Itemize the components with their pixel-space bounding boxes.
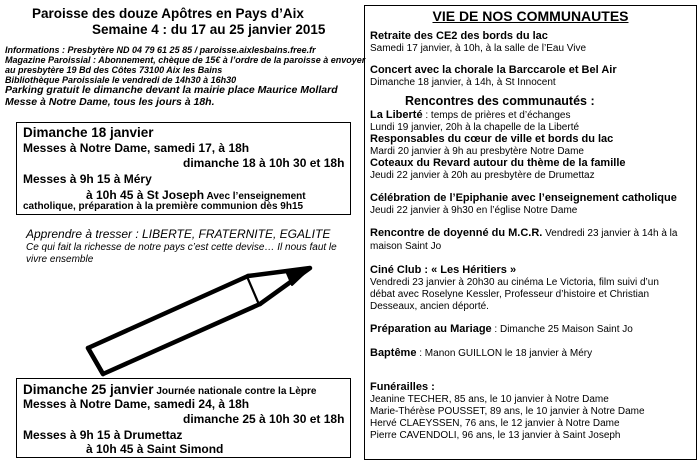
info-presbytere: Informations : Presbytère ND 04 79 61 25 85 / paroisse.aixlesbains.free.fr — [5, 45, 316, 55]
bapteme-label: Baptême — [370, 347, 417, 359]
sunday-25-heading: Dimanche 25 janvier — [23, 382, 154, 397]
cine-line3: Desseaux, ancien déporté. — [370, 301, 489, 312]
mcr-line — [370, 228, 677, 239]
funerailles-heading: Funérailles : — [370, 381, 435, 393]
sunday-18-masses-nd: Messes à Notre Dame, samedi 17, à 18h — [23, 141, 250, 155]
sunday-25-saint-simond: à 10h 45 à Saint Simond — [86, 442, 224, 456]
info-magazine: Magazine Paroissial : Abonnement, chèque de 15€ à l’ordre de la paroisse à envoyer — [5, 55, 366, 65]
funerailles-item: Pierre CAVENDOLI, 96 ans, le 13 janvier à Saint Joseph — [370, 430, 621, 441]
retraite-heading: Retraite des CE2 des bords du lac — [370, 30, 548, 42]
coteaux-detail: Jeudi 22 janvier à 20h au presbytère de Drumettaz — [370, 170, 595, 181]
liberte-detail: Lundi 19 janvier, 20h à la chapelle de la Liberté — [370, 122, 580, 133]
epiphanie-detail: Jeudi 22 janvier à 9h30 en l’église Notre Dame — [370, 205, 578, 216]
week-title: Semaine 4 : du 17 au 25 janvier 2015 — [92, 22, 326, 37]
sunday-25-masses-drumettaz: Messes à 9h 15 à Drumettaz — [23, 428, 183, 442]
responsables-label: Responsables du cœur de ville et bords du lac — [370, 133, 614, 145]
sunday-18-heading: Dimanche 18 janvier — [23, 125, 154, 140]
sunday-18-masses-mery: Messes à 9h 15 à Méry — [23, 172, 152, 186]
motto-line2: vivre ensemble — [26, 254, 94, 265]
sunday-25-box — [16, 378, 351, 458]
mariage-label: Préparation au Mariage — [370, 323, 492, 335]
info-magazine-address: au presbytère 19 Bd des Côtes 73100 Aix les Bains — [5, 65, 223, 75]
sunday-18-st-joseph: à 10h 45 à St Joseph — [86, 188, 205, 202]
coteaux-label: Coteaux du Revard autour du thème de la famille — [370, 157, 626, 169]
liberte-text: : temps de prières et d’échanges — [422, 110, 571, 121]
mcr-text: Vendredi 23 janvier à 14h à la — [542, 228, 678, 239]
funerailles-item: Jeanine TECHER, 85 ans, le 10 janvier à Notre Dame — [370, 394, 609, 405]
communities-panel — [364, 5, 697, 460]
bapteme-text: : Manon GUILLON le 18 janvier à Méry — [416, 348, 593, 359]
cine-line1: Vendredi 23 janvier à 20h30 au cinéma Le Victoria, film suivi d’un — [370, 277, 659, 288]
sunday-18-masses-nd-sunday: dimanche 18 à 10h 30 et 18h — [183, 156, 345, 170]
info-bibliotheque: Bibliothèque Paroissiale le vendredi de 14h30 à 16h30 — [5, 75, 237, 85]
motto-line1: Ce qui fait la richesse de notre pays c’est cette devise… Il nous faut le — [26, 242, 337, 253]
cine-label: Ciné Club : « Les Héritiers » — [370, 264, 517, 276]
bapteme-line — [370, 348, 592, 359]
sunday-18-box — [16, 122, 351, 215]
sunday-25-masses-nd: Messes à Notre Dame, samedi 24, à 18h — [23, 397, 250, 411]
cine-line2: débat avec Roselyne Kessler, Professeur d’histoire et Christian — [370, 289, 650, 300]
responsables-detail: Mardi 20 janvier à 9h au presbytère Notre Dame — [370, 146, 584, 157]
info-messe: Messe à Notre Dame, tous les jours à 18h. — [5, 96, 215, 108]
liberte-label: La Liberté — [370, 109, 423, 121]
mariage-line — [370, 324, 633, 335]
info-parking: Parking gratuit le dimanche devant la mairie place Maurice Mollard — [5, 84, 338, 96]
concert-detail: Dimanche 18 janvier, à 14h, à St Innocent — [370, 77, 556, 88]
mcr-line2: maison Saint Jo — [370, 241, 442, 252]
sunday-25-lepre-note: Journée nationale contre la Lèpre — [153, 386, 317, 397]
epiphanie-heading: Célébration de l’Epiphanie avec l’enseignement catholique — [370, 192, 677, 204]
mcr-label: Rencontre de doyenné du M.C.R. — [370, 227, 543, 239]
sunday-18-enseignement: Avec l’enseignement — [204, 191, 306, 202]
mariage-text: : Dimanche 25 Maison Saint Jo — [491, 324, 633, 335]
rencontre-liberte — [370, 110, 570, 121]
funerailles-item: Hervé CLAEYSSEN, 76 ans, le 12 janvier à Notre Dame — [370, 418, 620, 429]
rencontres-heading: Rencontres des communautés : — [405, 94, 595, 108]
parish-title: Paroisse des douze Apôtres en Pays d’Aix — [32, 6, 304, 21]
pencil-illustration — [78, 258, 333, 378]
funerailles-item: Marie-Thérèse POUSSET, 89 ans, le 10 janvier à Notre Dame — [370, 406, 645, 417]
sunday-18-communion: catholique, préparation à la première communion dès 9h15 — [23, 201, 304, 212]
sunday-25-masses-nd-sunday: dimanche 25 à 10h 30 et 18h — [183, 412, 345, 426]
concert-heading: Concert avec la chorale la Barccarole et Bel Air — [370, 64, 617, 76]
communities-title: VIE DE NOS COMMUNAUTES — [432, 8, 629, 24]
retraite-detail: Samedi 17 janvier, à 10h, à la salle de l’Eau Vive — [370, 43, 587, 54]
motto-title: Apprendre à tresser : LIBERTE, FRATERNITE, EGALITE — [26, 227, 331, 241]
